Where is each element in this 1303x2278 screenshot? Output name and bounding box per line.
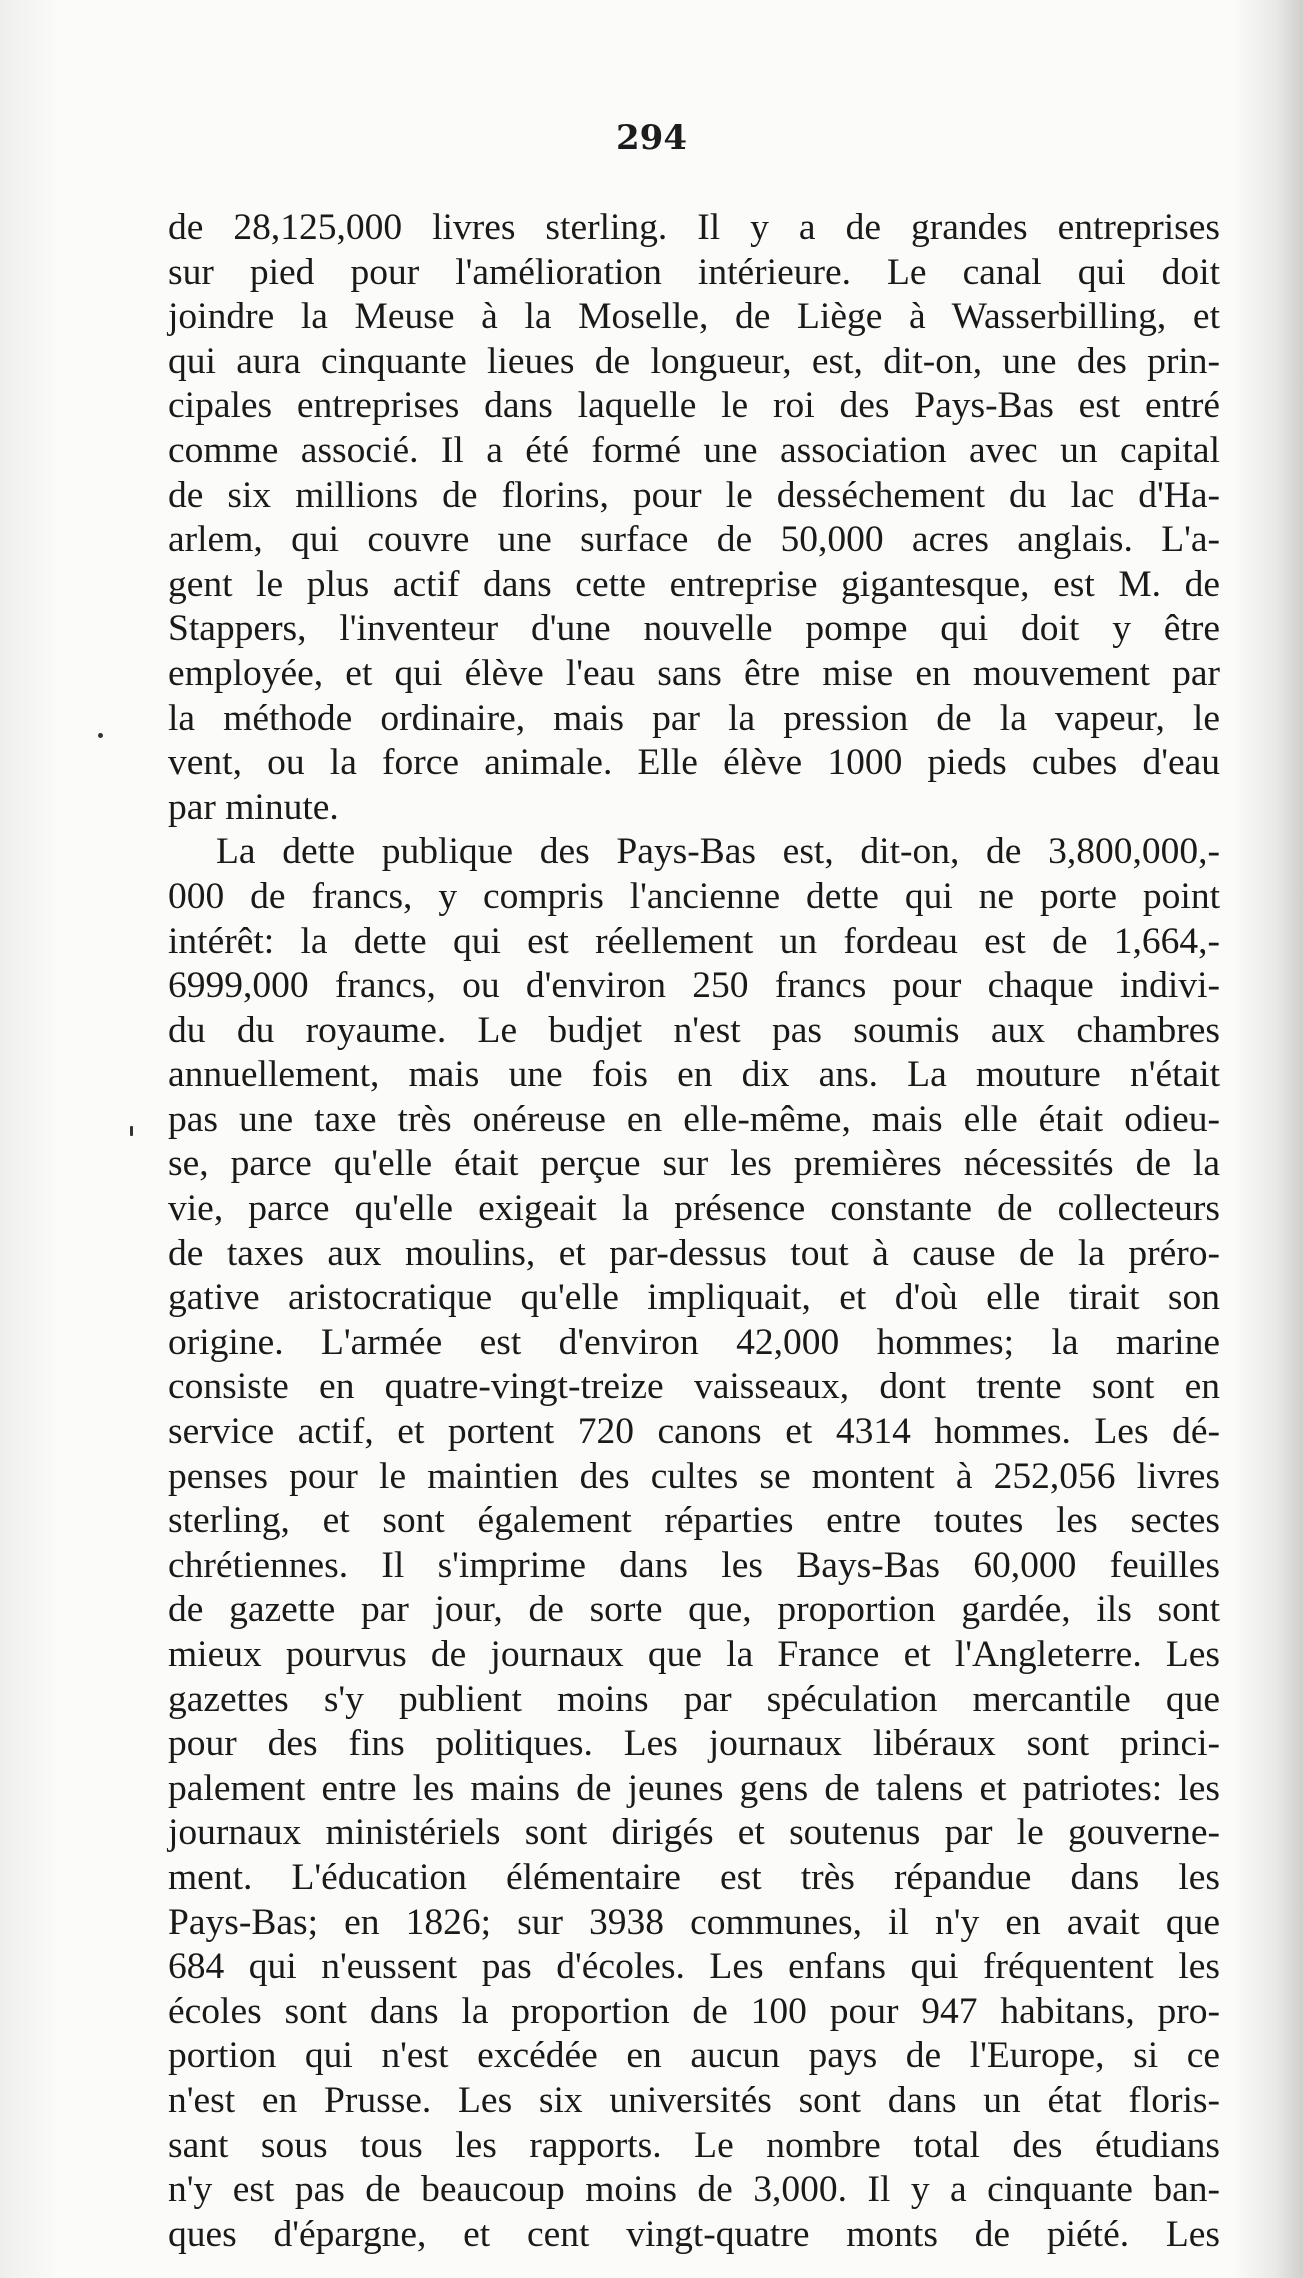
page-right-shadow — [1233, 0, 1303, 2278]
text-line: pas une taxe très onéreuse en elle-même, mais elle était odieu- — [168, 1098, 1220, 1140]
text-line: cipales entreprises dans laquelle le roi des Pays-Bas est entré — [168, 385, 1220, 427]
text-line: gative aristocratique qu'elle impliquait, et d'où elle tirait son — [168, 1277, 1220, 1319]
text-line: sur pied pour l'amélioration intérieure. Le canal qui doit — [168, 251, 1220, 293]
page-number: 294 — [616, 118, 687, 158]
text-line: portion qui n'est excédée en aucun pays de l'Europe, si ce — [168, 2035, 1220, 2077]
text-line: 000 de francs, y compris l'ancienne dette qui ne porte point — [168, 875, 1220, 917]
text-line: sterling, et sont également réparties entre toutes les sectes — [168, 1500, 1220, 1542]
text-line: de gazette par jour, de sorte que, proportion gardée, ils sont — [168, 1589, 1220, 1631]
text-line: n'est en Prusse. Les six universités sont dans un état floris- — [168, 2079, 1220, 2121]
text-line: du du royaume. Le budjet n'est pas soumis aux chambres — [168, 1009, 1220, 1051]
text-line: de six millions de florins, pour le desséchement du lac d'Ha- — [168, 474, 1220, 516]
text-line: intérêt: la dette qui est réellement un fordeau est de 1,664,- — [168, 920, 1220, 962]
body-text — [168, 206, 1220, 2257]
page-left-shadow — [0, 0, 60, 2278]
ink-speck — [98, 733, 103, 738]
text-line: annuellement, mais une fois en dix ans. La mouture n'était — [168, 1054, 1220, 1096]
text-line: employée, et qui élève l'eau sans être mise en mouvement par — [168, 652, 1220, 694]
text-line: n'y est pas de beaucoup moins de 3,000. Il y a cinquante ban- — [168, 2169, 1220, 2211]
text-line: penses pour le maintien des cultes se montent à 252,056 livres — [168, 1455, 1220, 1497]
text-line: mieux pourvus de journaux que la France et l'Angleterre. Les — [168, 1634, 1220, 1675]
text-line: pour des fins politiques. Les journaux libéraux sont princi- — [168, 1723, 1220, 1765]
text-line: ques d'épargne, et cent vingt-quatre monts de piété. Les — [168, 2213, 1220, 2255]
text-line: origine. L'armée est d'environ 42,000 hommes; la marine — [168, 1321, 1220, 1363]
text-line: arlem, qui couvre une surface de 50,000 acres anglais. L'a- — [168, 519, 1220, 561]
text-line: de taxes aux moulins, et par-dessus tout à cause de la préro- — [168, 1232, 1220, 1274]
text-line: palement entre les mains de jeunes gens de talens et patriotes: les — [168, 1767, 1220, 1809]
ink-speck — [130, 1126, 133, 1136]
text-line: Pays-Bas; en 1826; sur 3938 communes, il n'y en avait que — [168, 1901, 1220, 1943]
text-line: ment. L'éducation élémentaire est très répandue dans les — [168, 1856, 1220, 1898]
text-line: écoles sont dans la proportion de 100 pour 947 habitans, pro- — [168, 1990, 1220, 2032]
text-line: se, parce qu'elle était perçue sur les premières nécessités de la — [168, 1143, 1220, 1185]
text-line: Stappers, l'inventeur d'une nouvelle pompe qui doit y être — [168, 608, 1220, 650]
text-line: 6999,000 francs, ou d'environ 250 francs pour chaque indivi- — [168, 965, 1220, 1007]
paragraph-first-line: La dette publique des Pays-Bas est, dit-on, de 3,800,000,- — [216, 831, 1220, 873]
text-line: gazettes s'y publient moins par spéculation mercantile que — [168, 1678, 1220, 1720]
text-line: sant sous tous les rapports. Le nombre total des étudians — [168, 2124, 1220, 2166]
text-line: joindre la Meuse à la Moselle, de Liège à Wasserbilling, et — [168, 296, 1220, 338]
text-line: qui aura cinquante lieues de longueur, est, dit-on, une des prin- — [168, 340, 1220, 382]
text-line: vent, ou la force animale. Elle élève 1000 pieds cubes d'eau — [168, 742, 1220, 784]
text-line: de 28,125,000 livres sterling. Il y a de grandes entreprises — [168, 207, 1220, 248]
text-line: consiste en quatre-vingt-treize vaisseaux, dont trente sont en — [168, 1366, 1220, 1408]
text-line: chrétiennes. Il s'imprime dans les Bays-Bas 60,000 feuilles — [168, 1544, 1220, 1586]
text-line: comme associé. Il a été formé une association avec un capital — [168, 429, 1220, 471]
text-line: gent le plus actif dans cette entreprise gigantesque, est M. de — [168, 563, 1220, 605]
text-line: journaux ministériels sont dirigés et soutenus par le gouverne- — [168, 1812, 1220, 1854]
text-line: vie, parce qu'elle exigeait la présence constante de collecteurs — [168, 1188, 1220, 1230]
text-line: 684 qui n'eussent pas d'écoles. Les enfans qui fréquentent les — [168, 1946, 1220, 1988]
paragraph-last-line: par minute. — [168, 786, 339, 828]
text-line: la méthode ordinaire, mais par la pression de la vapeur, le — [168, 697, 1220, 739]
text-line: service actif, et portent 720 canons et 4314 hommes. Les dé- — [168, 1411, 1220, 1453]
